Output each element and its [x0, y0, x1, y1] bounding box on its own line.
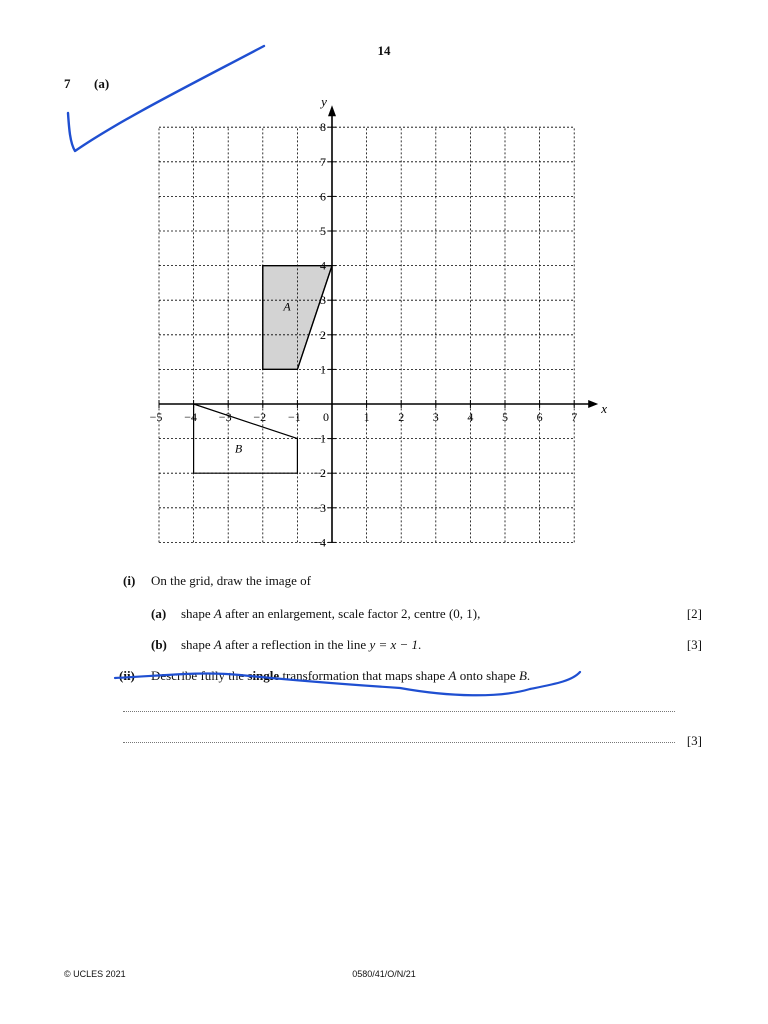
- shape-b-label: B: [234, 441, 243, 456]
- y-tick-label: −3: [313, 500, 326, 515]
- x-tick-label: 0: [323, 410, 329, 424]
- shape-a-label: A: [283, 299, 291, 314]
- part-ii-mid: transformation that maps shape: [279, 668, 449, 683]
- part-i-a-pre: shape: [181, 606, 214, 621]
- part-i-b-end: .: [418, 637, 422, 652]
- question-number: 7: [64, 76, 71, 91]
- part-ii-shape-a: A: [448, 668, 457, 683]
- x-axis-label: x: [601, 401, 608, 416]
- y-tick-label: 4: [320, 258, 326, 273]
- y-tick-label: 1: [320, 362, 326, 377]
- part-i-a-label: (a): [151, 606, 167, 621]
- part-i-b-marks: [3]: [686, 637, 702, 652]
- y-tick-label: 8: [320, 120, 326, 135]
- x-tick-label: 6: [536, 410, 543, 424]
- part-i-b-pre: shape: [181, 637, 214, 652]
- x-tick-label: −2: [253, 410, 267, 424]
- x-tick-label: 2: [398, 410, 405, 424]
- y-tick-label: 5: [320, 224, 326, 238]
- y-axis-arrow: [328, 105, 336, 116]
- x-tick-label: 1: [363, 410, 370, 424]
- part-i-b-label: (b): [151, 637, 167, 652]
- part-ii-text: [151, 668, 530, 684]
- part-ii-bold: single: [247, 668, 280, 683]
- x-tick-label: −3: [218, 410, 232, 424]
- x-tick-label: −5: [149, 410, 163, 424]
- part-i-a-post: after an enlargement, scale factor 2, centre (0, 1),: [221, 606, 481, 621]
- y-tick-label: 7: [320, 154, 326, 169]
- x-tick-label: −1: [288, 410, 301, 424]
- x-tick-label: 5: [502, 410, 508, 424]
- y-tick-label: −1: [313, 431, 326, 446]
- part-ii-mid2: onto shape: [456, 668, 519, 683]
- answer-line-1[interactable]: [123, 711, 675, 712]
- part-i-a-marks: [2]: [686, 606, 702, 621]
- part-ii-end: .: [526, 668, 531, 683]
- y-tick-label: 2: [320, 327, 326, 342]
- x-tick-label: 7: [571, 410, 578, 424]
- y-tick-label: −4: [313, 535, 326, 550]
- x-tick-label: 3: [432, 410, 439, 424]
- x-axis-arrow: [588, 400, 598, 408]
- x-tick-label: −4: [184, 410, 197, 424]
- footer-copyright: © UCLES 2021: [64, 969, 126, 979]
- part-i-text: On the grid, draw the image of: [151, 573, 311, 588]
- footer-paper-code: 0580/41/O/N/21: [352, 969, 416, 979]
- part-ii-shape-b: B: [518, 668, 527, 683]
- part-ii-pre: Describe fully the: [151, 668, 248, 683]
- part-i-b-equation: y = x − 1: [369, 637, 419, 652]
- answer-line-2[interactable]: [123, 742, 675, 743]
- part-ii-label: (ii): [119, 668, 135, 683]
- part-i-a-text: [181, 606, 480, 622]
- part-i-b-text: [181, 637, 421, 653]
- x-tick-label: 4: [467, 410, 474, 424]
- part-i-b-shape: A: [213, 637, 222, 652]
- shape-b: [194, 404, 298, 473]
- part-i-label: (i): [123, 573, 136, 588]
- y-tick-label: −2: [313, 466, 326, 481]
- part-i-b-mid: after a reflection in the line: [221, 637, 370, 652]
- part-ii-marks: [3]: [686, 733, 702, 748]
- page-number: 14: [377, 43, 391, 58]
- y-tick-label: 3: [320, 293, 326, 308]
- y-axis-label: y: [321, 94, 327, 110]
- question-part: (a): [94, 76, 110, 91]
- part-i-a-shape: A: [213, 606, 222, 621]
- y-tick-label: 6: [320, 189, 326, 204]
